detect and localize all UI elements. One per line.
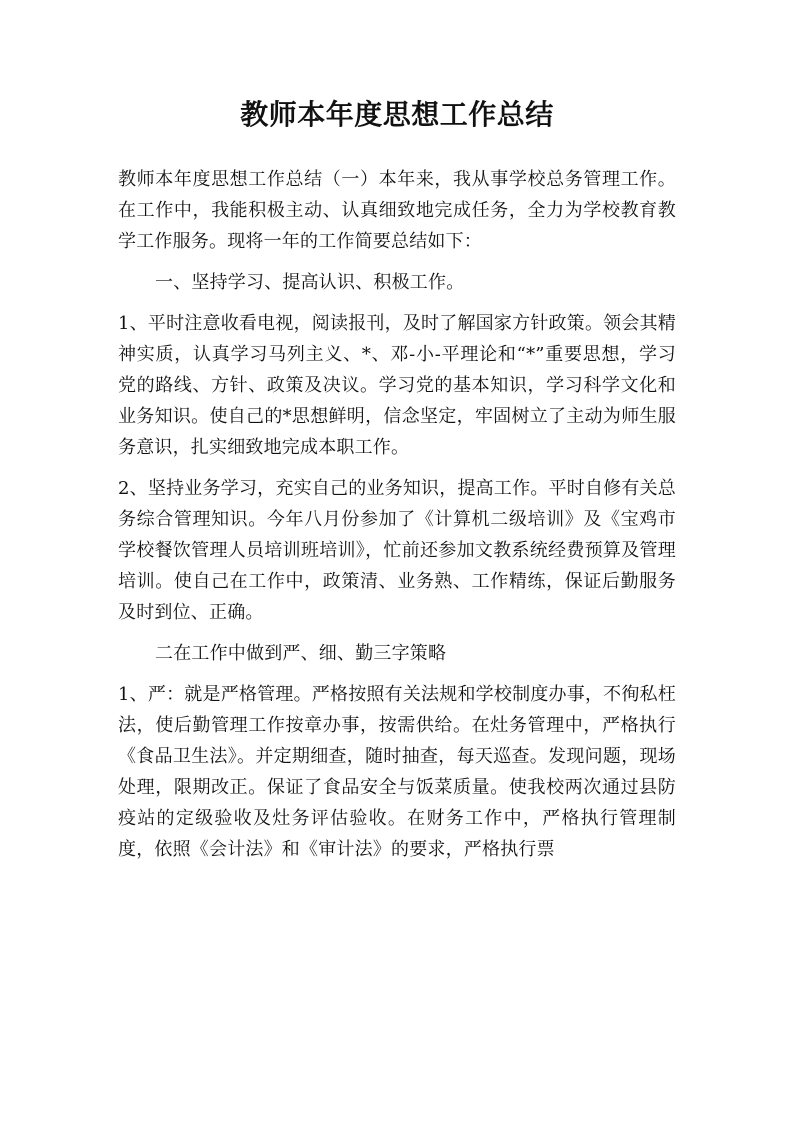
section-1-item-2: 2、坚持业务学习，充实自己的业务知识，提高工作。平时自修有关总务综合管理知识。今年八月份参加了《计算机二级培训》及《宝鸡市学校餐饮管理人员培训班培训》，忙前还参加文教系统经费预算及管理培训。使自己在工作中，政策清、业务熟、工作精练，保证后勤服务及时到位、正确。	[118, 478, 676, 623]
section-1-item-1: 1、平时注意收看电视，阅读报刊，及时了解国家方针政策。领会其精神实质，认真学习马列主义、*、邓-小-平理论和“*”重要思想，学习党的路线、方针、政策及决议。学习党的基本知识，学习科学文化和业务知识。使自己的*思想鲜明，信念坚定，牢固树立了主动为师生服务意识，扎实细致地完成本职工作。	[118, 313, 676, 458]
document-title: 教师本年度思想工作总结	[240, 98, 554, 131]
intro-paragraph: 教师本年度思想工作总结（一）本年来，我从事学校总务管理工作。在工作中，我能积极主动、认真细致地完成任务，全力为学校教育教学工作服务。现将一年的工作简要总结如下：	[118, 169, 676, 252]
section-heading-1: 一、坚持学习、提高认识、积极工作。	[155, 272, 465, 293]
section-heading-2: 二在工作中做到严、细、勤三字策略	[155, 643, 447, 664]
section-2-item-1: 1、严：就是严格管理。严格按照有关法规和学校制度办事，不徇私枉法，使后勤管理工作按章办事，按需供给。在灶务管理中，严格执行《食品卫生法》。并定期细查，随时抽查，每天巡查。发现问题，现场处理，限期改正。保证了食品安全与饭菜质量。使我校两次通过县防疫站的定级验收及灶务评估验收。在财务工作中，严格执行管理制度，依照《会计法》和《审计法》的要求，严格执行票	[118, 684, 676, 860]
document-body	[118, 92, 676, 875]
